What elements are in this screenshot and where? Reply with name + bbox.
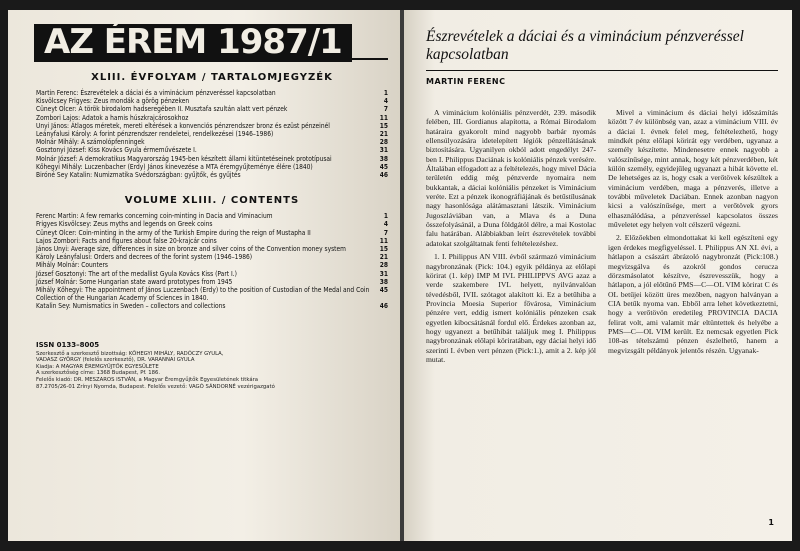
imprint-line: Szerkesztő a szerkesztő bizottság: KŐHEGYI MIHÁLY, RADÓCZY GYULA, <box>36 350 224 357</box>
imprint-line: A szerkesztőség címe: 1368 Budapest, Pf. 186. <box>36 370 161 377</box>
toc-entry <box>36 220 388 228</box>
toc-entry-title: Molnár Mihály: A számolópfenningek <box>36 138 145 147</box>
book-spread <box>8 10 792 541</box>
imprint-line: VADASZ GYÖRGY (felelős szerkesztő), DR. VARANNAI GYULA <box>36 357 195 364</box>
toc-entry-page: 11 <box>379 113 388 122</box>
toc-entry <box>36 130 388 138</box>
article-author: MARTIN FERENC <box>426 77 506 86</box>
issn: ISSN 0133–8005 <box>36 340 100 349</box>
toc-entry <box>36 163 388 171</box>
toc-entry-title: Mihály Molnár: Counters <box>36 261 108 270</box>
toc-entry-title: Kisvölcsey Frigyes: Zeus mondák a görög pénzeken <box>36 97 190 106</box>
toc-entry <box>36 212 388 220</box>
toc-hu-heading: XLIII. ÉVFOLYAM / TARTALOMJEGYZÉK <box>91 72 333 83</box>
toc-entry <box>36 245 388 253</box>
toc-entry-page: 7 <box>383 228 388 237</box>
toc-entry-title: Cüneyt Olcer: Coin-minting in the army of the Turkish Empire during the reign of Mustapha II <box>36 228 311 237</box>
toc-entry-page: 46 <box>379 302 388 311</box>
masthead-title: AZ ÉREM 1987/1 <box>34 24 352 62</box>
toc-entry-page: 38 <box>379 277 388 286</box>
imprint-lines <box>36 351 388 391</box>
toc-entry-page: 46 <box>379 171 388 180</box>
toc-entry <box>36 278 388 286</box>
masthead-rule <box>352 58 388 60</box>
toc-entry-title: József Molnár: Some Hungarian state award prototypes from 1945 <box>36 277 233 286</box>
toc-entry-title: József Gosztonyi: The art of the medallist Gyula Kovács Kiss (Part I.) <box>36 269 237 278</box>
toc-entry <box>36 146 388 154</box>
toc-entry <box>36 302 388 310</box>
toc-entry <box>36 286 388 302</box>
article-column-2 <box>608 108 778 368</box>
toc-entry-title: Martin Ferenc: Észrevételek a dáciai és a viminácium pénzveréssel kapcsolatban <box>36 89 276 97</box>
toc-entry-page: 4 <box>383 220 388 229</box>
toc-entry-page: 45 <box>379 162 388 171</box>
article-columns <box>426 108 778 368</box>
article-paragraph: 2. Előzőekben elmondottakat ki kell egészíteni egy igen érdekes megfigyeléssel. I. Philippus AN XI. évi, a hátlapon a császárt ábrázoló nagybronzát (Pick:108.) megvizsgálva és azokról gondos cerucza dörzsmásolatot készítve, észrevesszük, hogy a hátlapon, a jól előtűnő PMS—C—OL VIM körirat C és OL betűjei között üres mezőben, nagyon halványan a CIA betűk nyoma van. Ebből arra lehet következtetni, hogy a verőtövön eredetileg PROVINCIA DACIA felirat volt, ami valamit már eltüntettek és helyébe a PMS—C—OL VIM került. Ez nemcsak egyetlen Pick 108-as tételszámú pénzen észlelhető, hanem a megvizsgált példányok jelentős részén. Ugyanak- <box>608 233 778 355</box>
imprint-line: Kiadja: A MAGYAR ÉREMGYŰJTŐK EGYESÜLETE <box>36 363 159 370</box>
imprint-line: 87.2705/26-01 Zrínyi Nyomda, Budapest. Felelős vezető: VAGÓ SÁNDORNÉ vezérigazgató <box>36 383 275 390</box>
toc-entry-page: 7 <box>383 105 388 114</box>
toc-entry <box>36 89 388 97</box>
toc-entry <box>36 114 388 122</box>
toc-entry-title: Gosztonyi József: Kiss Kovács Gyula érmeművészete I. <box>36 146 197 155</box>
toc-entry-title: Leányfalusi Károly: A forint pénzrendszer rendeletei, rendelkezései (1946–1986) <box>36 130 274 139</box>
toc-entry-title: Zombori Lajos: Adatok a hamis húszkrajcárosokhoz <box>36 113 189 122</box>
toc-entry <box>36 155 388 163</box>
toc-entry <box>36 261 388 269</box>
left-page-contents <box>8 10 400 541</box>
toc-entry-title: Ferenc Martin: A few remarks concerning coin-minting in Dacia and Viminacium <box>36 212 273 221</box>
imprint-line: Felelős kiadó: DR. MESZAROS ISTVÁN, a Magyar Éremgyűjtők Egyesületének titkára <box>36 377 259 384</box>
toc-entry-title: Frigyes Kisvölcsey: Zeus myths and legends on Greek coins <box>36 220 213 229</box>
toc-entry-page: 28 <box>379 138 388 147</box>
toc-entry-page: 28 <box>379 261 388 270</box>
toc-entry <box>36 122 388 130</box>
toc-entry <box>36 253 388 261</box>
article-column-1 <box>426 108 596 368</box>
title-rule <box>426 70 778 71</box>
toc-entry-page: 1 <box>383 89 388 97</box>
toc-entry <box>36 229 388 237</box>
toc-entry-page: 21 <box>379 253 388 262</box>
toc-entry-page: 38 <box>379 154 388 163</box>
masthead <box>34 24 388 62</box>
article-title: Észrevételek a dáciai és a viminácium pénzveréssel kapcsolatban <box>426 28 744 63</box>
toc-en-list <box>36 212 388 310</box>
toc-entry <box>36 270 388 278</box>
toc-entry-page: 4 <box>383 97 388 106</box>
toc-entry-title: Mihály Kőhegyi: The appointment of János Luczenbach (Erdy) to the position of Custodian of the Medal and Coin Collection of the Hungarian Academy of Sciences in 1840. <box>36 286 370 303</box>
toc-entry-title: Kőhegyi Mihály: Luczenbacher (Erdy) János kinevezése a MTA éremgyűjteménye élére (1840) <box>36 162 313 171</box>
toc-entry-title: Cüneyt Olcer: A török birodalom hadseregében II. Musztafa szultán alatt vert pénzek <box>36 105 288 114</box>
toc-entry-title: Molnár József: A demokratikus Magyarország 1945-ben készített állami kitüntetéseinek prototípusai <box>36 154 332 163</box>
toc-entry-title: János Unyi: Average size, differences in size on bronze and silver coins of the Convention money system <box>36 245 346 254</box>
toc-entry <box>36 97 388 105</box>
toc-entry-title: Károly Leányfalusi: Orders and decrees of the forint system (1946–1986) <box>36 253 253 262</box>
article-paragraph: 1. I. Philippus AN VIII. évből származó viminácium nagybronzának (Pick: 104.) egyik példánya az előlapi körirat (1. kép) IMP M IVL PHILIPPVS AVG azaz a verde szakembere IVL helyett, nyilvánvalóan tévedésből, IVIL szótagot alakított ki. Ez a betűhiba a Provincia Moesia Superior fővárosa, Viminácium pénzére vert, eddig ismert kolóniális pénzeken csak egyetlen kibocsátásnál fordul elő. Érdekes azonban az, hogy ugyanezt a betűhibát találjuk meg I. Philippus nagybronzának előlapi köriratában, egy dáciai helyi idő szerinti I. évben vert pénzen (Pick:1.), amit a 2. kép jól mutat. <box>426 252 596 364</box>
toc-entry-title: Lajos Zombori: Facts and figures about false 20-krajcár coins <box>36 236 217 245</box>
page-number: 1 <box>768 518 774 527</box>
toc-entry-title: Katalin Sey: Numismatics in Sweden – collectors and collections <box>36 302 226 311</box>
toc-entry-title: Unyi János: Átlagos méretek, mereti eltérések a konvenciós pénzrendszer bronz és ezüst pénzeinél <box>36 121 330 130</box>
toc-entry-page: 15 <box>379 245 388 254</box>
toc-entry-page: 21 <box>379 130 388 139</box>
toc-entry-page: 1 <box>383 212 388 221</box>
toc-en-heading: VOLUME XLIII. / CONTENTS <box>124 195 300 207</box>
toc-hu-list <box>36 89 388 179</box>
toc-entry-page: 45 <box>379 286 388 295</box>
article-paragraph: Mivel a viminácium és dáciai helyi időszámítás között 7 év különbség van, azaz a viminácium VIII. év a dáciai I. évnek felel meg, feltételezhető, hogy mindkét pénz előlapi körirát egy verdében, ugyanaz a személy készítette. Mindenesetre ennek nagyobb a valószínűsége, mint annak, hogy két pénzverdében, két külön személy, egyidejűleg ugyanazt a hibát követte el. De lehetséges az is, hogy csak a verőtövek készültek a viminácium verdében, maga a pénzverés, illetve a további műveletek Daciában. Ennek azonban nagyon kicsi a valószínűsége, mert a verőtövek gyors elhasználódása, a pénzveréssel kapcsolatos összes műveletet egy helyen volt célszerű végezni. <box>608 108 778 230</box>
right-page-article <box>404 10 792 541</box>
imprint <box>36 341 388 391</box>
toc-entry <box>36 237 388 245</box>
toc-entry-title: Biróné Sey Katalin: Numizmatika Svédországban: gyűjtők, és gyűjtés <box>36 171 241 180</box>
toc-entry <box>36 171 388 179</box>
toc-entry-page: 11 <box>379 236 388 245</box>
toc-entry-page: 31 <box>379 146 388 155</box>
toc-entry <box>36 105 388 113</box>
toc-entry-page: 31 <box>379 269 388 278</box>
toc-entry-page: 15 <box>379 121 388 130</box>
article-paragraph: A viminácium kolóniális pénzverdét, 239. második felében, III. Gordianus alapította, a Római Birodalom határaira gyakorolt mind nagyobb barbár nyomás ellensúlyozására idetelepített légiók pénzellátásának biztosítására. Ugyanilyen okból adott engedélyt 247-ben I. Philippus Daciának is kolóniális pénzek verésére. Általában elfogadott az a feltételezés, hogy mivel Dácia területén eddig még pénzverde nyomaira nem bukkantak, a dáciai kolóniális pénzeket is Viminácium veréte. Ezt a pénzek ikonográfiájának és betűstílusának nagy hasonlósága alátámasztani látszik. Viminácium Jugoszláviában van, a Mlava és a Duna összefolyásánál, a Duna földgától délre, a mai Kostolac falu határában. Alábbiakban leírt észrevételek további adatokat szolgáltatnak fenti feltételezéshez. <box>426 108 596 248</box>
